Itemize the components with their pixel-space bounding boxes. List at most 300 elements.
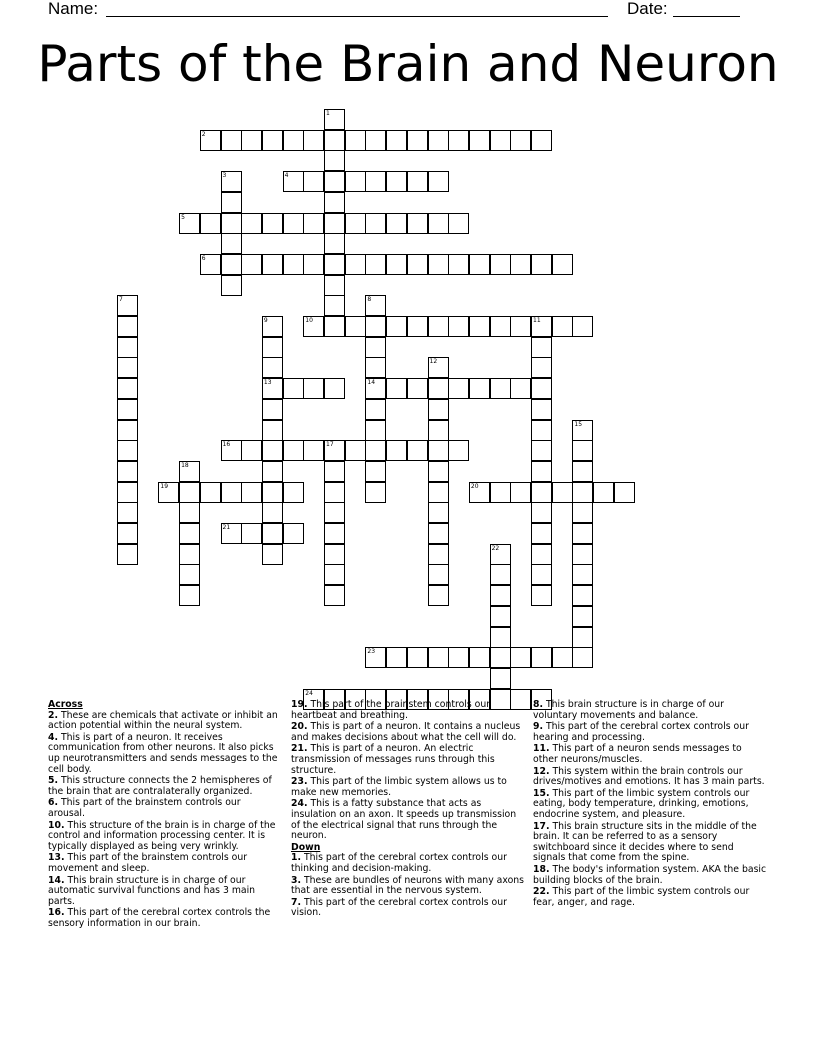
grid-cell[interactable] (179, 523, 200, 544)
grid-cell[interactable] (200, 130, 221, 151)
clue-number: 8 (367, 296, 372, 304)
grid-cell[interactable] (510, 482, 531, 503)
grid-cell[interactable] (531, 130, 552, 151)
grid-cell[interactable] (324, 378, 345, 399)
grid-cell[interactable] (200, 482, 221, 503)
grid-cell[interactable] (490, 482, 511, 503)
grid-cell[interactable] (572, 420, 593, 441)
grid-cell[interactable] (531, 316, 552, 337)
grid-cell[interactable] (407, 440, 428, 461)
grid-cell[interactable] (221, 233, 242, 254)
grid-cell[interactable] (386, 171, 407, 192)
grid-cell[interactable] (303, 171, 324, 192)
clue-number: 2 (201, 130, 206, 138)
grid-cell[interactable] (448, 378, 469, 399)
clue-item (48, 908, 280, 929)
grid-cell[interactable] (510, 647, 531, 668)
grid-cell[interactable] (324, 482, 345, 503)
grid-cell[interactable] (117, 461, 138, 482)
clue-number: 1. (291, 852, 302, 864)
grid-cell[interactable] (531, 337, 552, 358)
clue-number: 14 (367, 379, 376, 387)
grid-cell[interactable] (303, 213, 324, 234)
clue-number: 11. (533, 743, 550, 755)
grid-cell[interactable] (221, 254, 242, 275)
name-label: Name: (48, 0, 99, 18)
clue-number: 7 (119, 296, 123, 304)
clue-text: The body's information system. AKA the basic building blocks of the brain. (533, 863, 767, 886)
grid-cell[interactable] (428, 544, 449, 565)
grid-cell[interactable] (303, 316, 324, 337)
clue-number: 19 (160, 482, 169, 490)
grid-cell[interactable] (469, 254, 490, 275)
grid-cell[interactable] (448, 213, 469, 234)
grid-cell[interactable] (117, 420, 138, 441)
grid-cell[interactable] (283, 254, 304, 275)
clue-item (48, 798, 280, 819)
grid-cell[interactable] (365, 337, 386, 358)
grid-cell[interactable] (572, 316, 593, 337)
grid-cell[interactable] (200, 213, 221, 234)
grid-cell[interactable] (572, 440, 593, 461)
grid-cell[interactable] (283, 440, 304, 461)
grid-cell[interactable] (614, 482, 635, 503)
grid-cell[interactable] (324, 295, 345, 316)
grid-cell[interactable] (365, 647, 386, 668)
grid-cell[interactable] (324, 461, 345, 482)
clue-number: 18. (533, 863, 550, 875)
grid-cell[interactable] (262, 440, 283, 461)
grid-cell[interactable] (428, 316, 449, 337)
grid-cell[interactable] (428, 213, 449, 234)
clue-number: 2. (48, 709, 59, 721)
clue-text: This part of the limbic system controls our fear, anger, and rage. (533, 886, 750, 908)
grid-cell[interactable] (324, 316, 345, 337)
grid-cell[interactable] (469, 378, 490, 399)
grid-cell[interactable] (303, 130, 324, 151)
grid-cell[interactable] (303, 254, 324, 275)
grid-cell[interactable] (221, 482, 242, 503)
clue-item (48, 733, 280, 775)
grid-cell[interactable] (345, 440, 366, 461)
clue-item (48, 711, 280, 732)
grid-cell[interactable] (469, 647, 490, 668)
grid-cell[interactable] (345, 130, 366, 151)
grid-cell[interactable] (365, 130, 386, 151)
grid-cell[interactable] (407, 378, 428, 399)
grid-cell[interactable] (428, 585, 449, 606)
grid-cell[interactable] (510, 254, 531, 275)
grid-cell[interactable] (572, 627, 593, 648)
grid-cell[interactable] (469, 482, 490, 503)
grid-cell[interactable] (365, 420, 386, 441)
grid-cell[interactable] (572, 482, 593, 503)
clue-text: This is part of a neuron. An electric transmission of messages runs through this structure. (291, 743, 495, 776)
clue-item (48, 776, 280, 797)
grid-cell[interactable] (221, 440, 242, 461)
grid-cell[interactable] (428, 130, 449, 151)
clue-number: 8. (533, 699, 544, 710)
clue-number: 1 (326, 110, 330, 117)
grid-cell[interactable] (531, 523, 552, 544)
clue-number: 6 (201, 254, 206, 262)
grid-cell[interactable] (428, 440, 449, 461)
grid-cell[interactable] (428, 502, 449, 523)
grid-cell[interactable] (303, 440, 324, 461)
grid-cell[interactable] (428, 482, 449, 503)
clue-number: 5 (181, 213, 185, 221)
grid-cell[interactable] (283, 523, 304, 544)
grid-cell[interactable] (490, 316, 511, 337)
clue-text: This part of the limbic system allows us to make new memories. (291, 776, 507, 798)
grid-cell[interactable] (262, 544, 283, 565)
grid-cell[interactable] (531, 420, 552, 441)
grid-cell[interactable] (117, 523, 138, 544)
grid-cell[interactable] (221, 523, 242, 544)
grid-cell[interactable] (262, 399, 283, 420)
grid-cell[interactable] (469, 130, 490, 151)
clue-number: 18 (181, 461, 189, 469)
grid-cell[interactable] (552, 482, 573, 503)
clue-item (291, 744, 525, 776)
grid-cell[interactable] (241, 440, 262, 461)
grid-cell[interactable] (117, 357, 138, 378)
grid-cell[interactable] (572, 502, 593, 523)
grid-cell[interactable] (262, 461, 283, 482)
grid-cell[interactable] (428, 647, 449, 668)
grid-cell[interactable] (490, 668, 511, 689)
grid-cell[interactable] (428, 420, 449, 441)
clue-number: 23 (367, 648, 376, 656)
grid-cell[interactable] (448, 440, 469, 461)
grid-cell[interactable] (117, 378, 138, 399)
grid-cell[interactable] (117, 316, 138, 337)
grid-cell[interactable] (324, 502, 345, 523)
grid-cell[interactable] (510, 378, 531, 399)
grid-cell[interactable] (448, 130, 469, 151)
grid-cell[interactable] (324, 171, 345, 192)
grid-cell[interactable] (324, 585, 345, 606)
clue-number: 16. (48, 907, 65, 919)
grid-cell[interactable] (365, 461, 386, 482)
grid-cell[interactable] (386, 254, 407, 275)
grid-cell[interactable] (490, 130, 511, 151)
grid-cell[interactable] (490, 606, 511, 627)
clue-item (48, 821, 280, 853)
grid-cell[interactable] (241, 482, 262, 503)
grid-cell[interactable] (179, 544, 200, 565)
grid-cell[interactable] (179, 502, 200, 523)
clue-item (533, 887, 767, 908)
clue-text: This part of the brainstem controls our heartbeat and breathing. (291, 699, 491, 721)
grid-cell[interactable] (262, 420, 283, 441)
grid-cell[interactable] (117, 482, 138, 503)
grid-cell[interactable] (407, 171, 428, 192)
grid-cell[interactable] (572, 606, 593, 627)
clue-number: 17 (326, 441, 334, 449)
grid-cell[interactable] (386, 316, 407, 337)
grid-cell[interactable] (283, 171, 304, 192)
grid-cell[interactable] (262, 357, 283, 378)
clue-item (533, 822, 767, 864)
clue-text: This part of the cerebral cortex controls our vision. (291, 896, 507, 919)
grid-cell[interactable] (365, 378, 386, 399)
grid-cell[interactable] (428, 564, 449, 585)
clue-number: 4. (48, 731, 59, 743)
grid-cell[interactable] (262, 337, 283, 358)
grid-cell[interactable] (531, 399, 552, 420)
grid-cell[interactable] (593, 482, 614, 503)
grid-cell[interactable] (428, 357, 449, 378)
grid-cell[interactable] (262, 502, 283, 523)
clue-text: This structure of the brain is in charge of the control and information processing center. It is typically displayed as being very wrinkly. (48, 819, 276, 852)
grid-cell[interactable] (365, 171, 386, 192)
grid-cell[interactable] (428, 523, 449, 544)
clue-item (291, 777, 525, 798)
grid-cell[interactable] (407, 647, 428, 668)
grid-cell[interactable] (221, 171, 242, 192)
grid-cell[interactable] (345, 171, 366, 192)
grid-cell[interactable] (324, 440, 345, 461)
grid-cell[interactable] (117, 544, 138, 565)
clue-text: These are bundles of neurons with many axons that are essential in the nervous system. (291, 874, 524, 897)
clue-text: This system within the brain controls our drives/motives and emotions. It has 3 main parts. (533, 765, 765, 788)
clue-item (291, 876, 525, 897)
grid-cell[interactable] (510, 316, 531, 337)
grid-cell[interactable] (490, 544, 511, 565)
clue-text: This part of the limbic system controls our eating, body temperature, drinking, emotions, endocrine system, and pleasure. (533, 787, 750, 820)
clue-number: 11 (533, 317, 541, 324)
clue-item (291, 853, 525, 874)
clue-number: 15 (574, 420, 583, 428)
clue-text: This part of the brainstem controls our movement and sleep. (48, 852, 248, 874)
grid-cell[interactable] (324, 523, 345, 544)
grid-cell[interactable] (345, 213, 366, 234)
grid-cell[interactable] (448, 647, 469, 668)
clue-number: 19. (291, 699, 308, 710)
grid-cell[interactable] (324, 564, 345, 585)
grid-cell[interactable] (324, 213, 345, 234)
clue-text: This is a fatty substance that acts as insulation on an axon. It speeds up transmission of the electrical signal that runs through the neuron. (291, 798, 517, 842)
clue-item (533, 744, 767, 765)
grid-cell[interactable] (572, 564, 593, 585)
grid-cell[interactable] (303, 378, 324, 399)
clue-text: This brain structure is in charge of our voluntary movements and balance. (533, 699, 724, 721)
grid-cell[interactable] (428, 399, 449, 420)
grid-cell[interactable] (531, 254, 552, 275)
grid-cell[interactable] (365, 440, 386, 461)
grid-cell[interactable] (262, 482, 283, 503)
grid-cell[interactable] (531, 378, 552, 399)
grid-cell[interactable] (365, 482, 386, 503)
grid-cell[interactable] (365, 213, 386, 234)
grid-cell[interactable] (407, 213, 428, 234)
clue-number: 20. (291, 721, 308, 733)
grid-cell[interactable] (531, 502, 552, 523)
grid-cell[interactable] (531, 647, 552, 668)
grid-cell[interactable] (386, 440, 407, 461)
grid-cell[interactable] (428, 461, 449, 482)
grid-cell[interactable] (531, 585, 552, 606)
grid-cell[interactable] (117, 440, 138, 461)
clue-item (533, 722, 767, 743)
grid-cell[interactable] (490, 254, 511, 275)
clue-item (533, 789, 767, 821)
clue-number: 22 (491, 544, 500, 552)
grid-cell[interactable] (407, 130, 428, 151)
grid-cell[interactable] (262, 523, 283, 544)
grid-cell[interactable] (490, 627, 511, 648)
clue-number: 22. (533, 886, 550, 898)
clue-number: 4 (284, 172, 289, 180)
clue-item (533, 700, 767, 721)
clue-text: This part of the brainstem controls our arousal. (48, 797, 241, 819)
grid-cell[interactable] (324, 130, 345, 151)
grid-cell[interactable] (283, 378, 304, 399)
grid-cell[interactable] (490, 378, 511, 399)
clue-column-3 (533, 700, 767, 909)
clue-number: 21 (222, 524, 231, 531)
grid-cell[interactable] (386, 647, 407, 668)
clue-text: This is part of a neuron. It receives communication from other neurons. It also picks up neurotransmitters and sends messages to the cell body. (48, 731, 278, 775)
grid-cell[interactable] (241, 523, 262, 544)
grid-cell[interactable] (469, 316, 490, 337)
grid-cell[interactable] (531, 482, 552, 503)
clue-number: 10. (48, 819, 65, 831)
clue-item (291, 722, 525, 743)
clue-item (533, 767, 767, 788)
clue-number: 12 (429, 358, 438, 366)
clue-column-1 (48, 700, 280, 930)
grid-cell[interactable] (117, 502, 138, 523)
grid-cell[interactable] (365, 357, 386, 378)
grid-cell[interactable] (262, 254, 283, 275)
clue-number: 9. (533, 721, 544, 733)
grid-cell[interactable] (448, 316, 469, 337)
grid-cell[interactable] (179, 213, 200, 234)
grid-cell[interactable] (324, 150, 345, 171)
grid-cell[interactable] (428, 254, 449, 275)
grid-cell[interactable] (283, 130, 304, 151)
grid-cell[interactable] (552, 647, 573, 668)
clue-number: 13 (263, 379, 272, 387)
grid-cell[interactable] (531, 461, 552, 482)
clue-text: This brain structure sits in the middle of the brain. It can be referred to as a sensory switchboard since it decides where to send signals that come from the spine. (533, 820, 757, 864)
grid-cell[interactable] (448, 254, 469, 275)
grid-cell[interactable] (221, 213, 242, 234)
section-heading: Across (48, 699, 83, 710)
grid-cell[interactable] (490, 564, 511, 585)
grid-cell[interactable] (572, 585, 593, 606)
grid-cell[interactable] (572, 461, 593, 482)
grid-cell[interactable] (572, 544, 593, 565)
clue-item (291, 799, 525, 841)
grid-cell[interactable] (365, 316, 386, 337)
page-title: Parts of the Brain and Neuron (37, 35, 779, 93)
grid-cell[interactable] (324, 544, 345, 565)
grid-cell[interactable] (428, 171, 449, 192)
grid-cell[interactable] (386, 130, 407, 151)
grid-cell[interactable] (221, 275, 242, 296)
grid-cell[interactable] (283, 482, 304, 503)
clue-number: 3. (291, 874, 302, 886)
grid-cell[interactable] (179, 482, 200, 503)
grid-cell[interactable] (490, 647, 511, 668)
clue-number: 20 (470, 482, 479, 490)
grid-cell[interactable] (572, 647, 593, 668)
grid-cell[interactable] (324, 233, 345, 254)
grid-cell[interactable] (179, 461, 200, 482)
grid-cell[interactable] (262, 378, 283, 399)
clue-number: 24. (291, 798, 308, 810)
grid-cell[interactable] (221, 192, 242, 213)
clue-number: 12. (533, 765, 550, 777)
grid-cell[interactable] (407, 316, 428, 337)
grid-cell[interactable] (531, 357, 552, 378)
grid-cell[interactable] (117, 295, 138, 316)
grid-cell[interactable] (241, 213, 262, 234)
clue-text: These are chemicals that activate or inhibit an action potential within the neural system. (48, 709, 278, 732)
section-heading: Down (291, 841, 321, 853)
clue-number: 6. (48, 797, 59, 809)
date-label: Date: (627, 0, 668, 18)
grid-cell[interactable] (241, 130, 262, 151)
grid-cell[interactable] (221, 130, 242, 151)
grid-cell[interactable] (572, 523, 593, 544)
grid-cell[interactable] (117, 399, 138, 420)
clue-number: 10 (305, 317, 313, 324)
grid-cell[interactable] (386, 213, 407, 234)
grid-cell[interactable] (428, 378, 449, 399)
clue-item (291, 898, 525, 919)
grid-cell[interactable] (552, 254, 573, 275)
grid-cell[interactable] (324, 192, 345, 213)
grid-cell[interactable] (241, 254, 262, 275)
grid-cell[interactable] (531, 564, 552, 585)
grid-cell[interactable] (179, 564, 200, 585)
clue-number: 15. (533, 787, 550, 799)
grid-cell[interactable] (345, 254, 366, 275)
grid-cell[interactable] (552, 316, 573, 337)
grid-cell[interactable] (179, 585, 200, 606)
grid-cell[interactable] (345, 316, 366, 337)
grid-cell[interactable] (283, 213, 304, 234)
clue-item (533, 865, 767, 886)
clue-text: This brain structure is in charge of our automatic survival functions and has 3 main parts. (48, 874, 256, 907)
grid-cell[interactable] (158, 482, 179, 503)
grid-cell[interactable] (407, 254, 428, 275)
grid-cell[interactable] (490, 585, 511, 606)
grid-cell[interactable] (262, 213, 283, 234)
grid-cell[interactable] (324, 109, 345, 130)
grid-cell[interactable] (200, 254, 221, 275)
clue-item (48, 876, 280, 908)
clue-number: 23. (291, 776, 308, 788)
grid-cell[interactable] (531, 544, 552, 565)
grid-cell[interactable] (365, 295, 386, 316)
grid-cell[interactable] (262, 316, 283, 337)
grid-cell[interactable] (365, 399, 386, 420)
grid-cell[interactable] (324, 275, 345, 296)
grid-cell[interactable] (386, 378, 407, 399)
grid-cell[interactable] (117, 337, 138, 358)
grid-cell[interactable] (510, 130, 531, 151)
clue-number: 9 (263, 317, 268, 324)
grid-cell[interactable] (324, 254, 345, 275)
grid-cell[interactable] (365, 254, 386, 275)
grid-cell[interactable] (262, 130, 283, 151)
grid-cell[interactable] (531, 440, 552, 461)
